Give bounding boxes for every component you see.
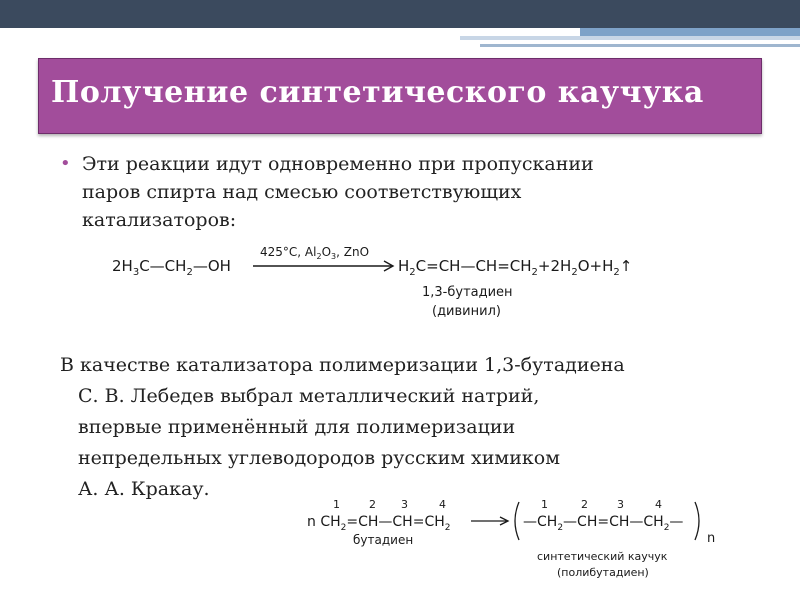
paragraph-line: В качестве катализатора полимеризации 1,3-бутадиена xyxy=(60,354,625,376)
bullet-text xyxy=(82,150,752,234)
reaction2-product-subscript: n xyxy=(707,531,716,546)
paragraph-block xyxy=(60,350,770,505)
product-carbon-number: 4 xyxy=(655,498,662,511)
product-carbon-number: 3 xyxy=(617,498,624,511)
slide-header-bar xyxy=(0,0,800,28)
reaction-polymerization xyxy=(305,496,775,592)
bullet-dot-icon: • xyxy=(60,153,71,174)
header-accent-stripe xyxy=(580,28,800,36)
reactant-carbon-number: 3 xyxy=(401,498,408,511)
bullet-line: катализаторов: xyxy=(82,209,237,231)
reactant-carbon-number: 4 xyxy=(439,498,446,511)
reaction1-reactant: $2H_3C—CH_2—OH$ xyxy=(112,257,231,278)
paragraph-line: впервые применённый для полимеризации xyxy=(78,416,516,438)
reaction2-reactant: n $CH_2=CH—CH=CH_2$ xyxy=(307,514,451,533)
left-bracket-icon xyxy=(515,502,519,540)
bullet-line: Эти реакции идут одновременно при пропускании xyxy=(82,153,594,175)
bullet-line: паров спирта над смесью соответствующих xyxy=(82,181,522,203)
paragraph-line: С. В. Лебедев выбрал металлический натрий, xyxy=(78,385,540,407)
reaction2-product-alt-name: (полибутадиен) xyxy=(557,566,649,579)
reaction1-product-name: 1,3-бутадиен xyxy=(422,285,513,300)
title-banner xyxy=(38,58,762,134)
reaction2-product-name: синтетический каучук xyxy=(537,550,668,563)
reactant-carbon-number: 2 xyxy=(369,498,376,511)
paragraph-line: А. А. Кракау. xyxy=(78,478,210,500)
slide-title: Получение синтетического каучука xyxy=(51,75,704,110)
reactant-carbon-number: 1 xyxy=(333,498,340,511)
paragraph-line: непредельных углеводородов русским химиком xyxy=(78,447,560,469)
reaction1-product-alt-name: (дивинил) xyxy=(432,304,501,319)
reaction-ethanol-to-butadiene xyxy=(110,238,710,328)
product-carbon-number: 1 xyxy=(541,498,548,511)
header-accent-stripe-light xyxy=(460,36,800,40)
header-accent-stripe-thin xyxy=(480,44,800,47)
reaction1-conditions: 425°C, $Al_2O_3$, ZnO xyxy=(260,245,370,261)
product-carbon-number: 2 xyxy=(581,498,588,511)
right-bracket-icon xyxy=(695,502,699,540)
reaction2-product: $—CH_2—CH=CH—CH_2—$ xyxy=(523,514,684,533)
reaction1-product: $H_2C=CH—CH=CH_2+2H_2O+H_2↑$ xyxy=(398,257,633,278)
reaction2-reactant-name: бутадиен xyxy=(353,533,414,547)
